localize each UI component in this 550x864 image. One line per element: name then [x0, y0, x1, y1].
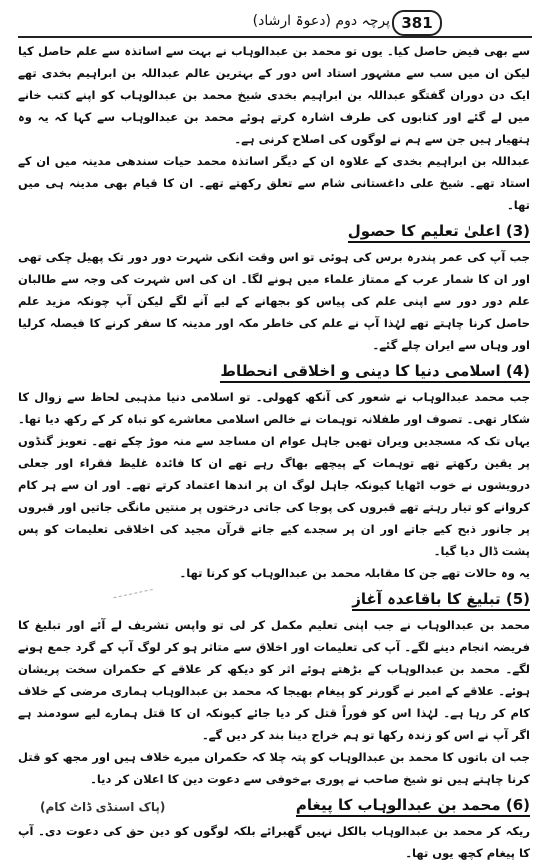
page-header	[0, 6, 550, 38]
watermark: (پاک اسنڈی ڈاٹ کام)	[40, 800, 166, 814]
section-heading-text: (5) تبلیغ کا باقاعدہ آغاز	[352, 590, 530, 611]
section-heading-text: (4) اسلامی دنیا کا دینی و اخلاقی انحطاط	[220, 362, 530, 383]
section-heading-text: (6) محمد بن عبدالوہاب کا پیغام	[296, 796, 530, 817]
paragraph: ریکہ کر محمد بن عبدالوہاب بالکل نہیں گھبرائے بلکہ لوگوں کو دین حق کی دعوت دی۔ آپ کا پیغام کچھ یوں تھا۔	[18, 824, 530, 860]
stamp-mark	[114, 589, 155, 606]
section-heading	[18, 358, 530, 384]
paragraph: جب آپ کی عمر پندرہ برس کی ہوئی تو اس وقت انکی شہرت دور دور تک پھیل چکی تھی اور ان کا شمار عرب کے ممتاز علماء میں ہونے لگا۔ ان کی اس شہرت کی وجہ سے طالبان علم دور دور سے اپنی علم کی پیاس کو بجھانے کے لیے آنے لگے لیکن آپ چونکہ مزید علم حاصل کرنا چاہتے تھے لہٰذا آپ نے علم کی خاطر مکہ اور مدینہ کا سفر کرنے کا فیصلہ کرلیا اور وہاں سے ایران چلے گئے۔	[18, 250, 530, 352]
section-heading	[18, 586, 530, 612]
page-content	[18, 40, 530, 864]
running-title: پرچہ دوم (دعوۃ ارشاد)	[252, 13, 390, 29]
section-heading	[18, 792, 530, 818]
paragraph: محمد بن عبدالوہاب نے جب اپنی تعلیم مکمل کر لی تو واپس تشریف لے آئے اور تبلیغ کا فریضہ انجام دینے لگے۔ آپ کی تعلیمات اور اخلاق سے متاثر ہو کر لوگ آپ کے گرد جمع ہونے لگے۔ محمد بن عبدالوہاب کے بڑھتے ہوئے اثر کو دیکھ کر علاقے کے حکمران سخت پریشان ہوئے۔ علاقے کے امیر نے گورنر کو پیغام بھیجا کہ محمد بن عبدالوہاب ہماری مرضی کے خلاف کام کر رہا ہے۔ لہٰذا اس کو فوراً قتل کر دیا جائے کیونکہ ان کا قتل ہمارے لیے سودمند ہے اگر آپ نے اس کو زندہ رکھا تو ہم خراج دینا بند کر دیں گے۔	[18, 618, 530, 742]
paragraph: یہ وہ حالات تھے جن کا مقابلہ محمد بن عبدالوہاب کو کرنا تھا۔	[179, 566, 530, 580]
paragraph: جب محمد عبدالوہاب نے شعور کی آنکھ کھولی۔ تو اسلامی دنیا مذہبی لحاظ سے زوال کا شکار تھی۔ تصوف اور طفلانہ توہمات نے خالص اسلامی معاشرے کو تباہ کر کے رکھ دیا تھا۔ یہاں تک کہ مسجدیں ویران تھیں جاہل عوام ان مساجد سے منہ موڑ چکے تھے۔ تعویز گنڈوں پر یقین رکھتے تھے توہمات کے پیچھے بھاگ رہے تھے ان کا فائدہ غلیظ فقراء اور جعلی درویشوں نے خوب اٹھایا کیونکہ جاہل لوگ ان پر اندھا اعتماد کرتے تھے۔ اور ان سے ہر کام کروانے کو تیار رہتے تھے قبروں کی پوجا کی جاتی درختوں پر منتیں مانگی جاتیں اور قبروں پر جانور ذبح کیے جاتے اور ان پر سجدے کیے جاتے قرآن مجید کی اخلاقی تعلیمات کو پس پشت ڈال دیا گیا۔	[18, 390, 530, 558]
paragraph: عبداللہ بن ابراہیم بخدی کے علاوہ ان کے دیگر اساتذہ محمد حیات سندھی مدینہ میں ان کے استاد تھے۔ شیخ علی داغستانی شام سے تعلق رکھتے تھے۔ ان کا قیام بھی مدینہ ہی میں تھا۔	[18, 154, 530, 212]
section-heading-text: (3) اعلیٰ تعلیم کا حصول	[348, 222, 530, 243]
paragraph: جب ان باتوں کا محمد بن عبدالوہاب کو پتہ چلا کہ حکمران میرے خلاف ہیں اور مجھ کو قتل کرنا چاہتے ہیں تو شیخ صاحب نے پوری بےخوفی سے دعوت دین کا اعلان کر دیا۔	[18, 750, 530, 786]
paragraph: سے بھی فیض حاصل کیا۔ یوں تو محمد بن عبدالوہاب نے بہت سے اساتذہ سے علم حاصل کیا لیکن ان میں سب سے مشہور استاد اس دور کے بہترین عالم عبداللہ بن ابراہیم بخدی تھے ایک دن دوران گفتگو عبداللہ بن ابراہیم بخدی شیخ محمد بن عبدالوہاب کو اپنے کتب خانے میں لے گئے اور کتابوں کی طرف اشارہ کرتے ہوئے محمد بن عبدالوہاب سے کہا کہ یہ وہ ہتھیار ہیں جن سے ہم نے لوگوں کی اصلاح کرنی ہے۔	[18, 44, 530, 146]
page-number: 381	[392, 10, 442, 36]
section-heading	[18, 218, 530, 244]
header-rule	[18, 36, 532, 38]
